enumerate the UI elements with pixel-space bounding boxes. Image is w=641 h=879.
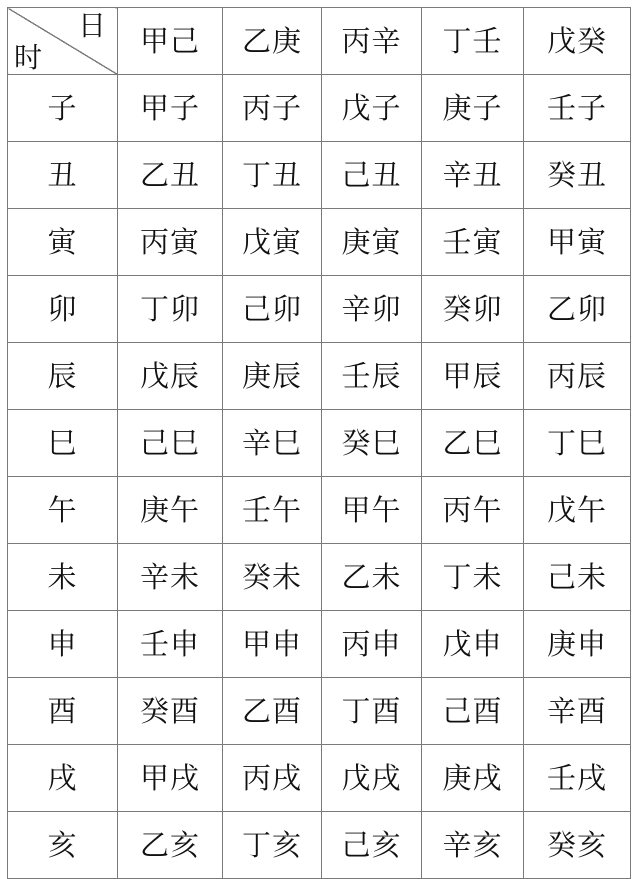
- table-row: [8, 142, 631, 209]
- table-row: [8, 276, 631, 343]
- hour-branch-cell: 申: [8, 611, 118, 678]
- table-cell: 庚子: [422, 75, 524, 142]
- table-cell: 丁卯: [118, 276, 223, 343]
- table-cell: 辛酉: [524, 678, 631, 745]
- day-header: 乙庚: [223, 8, 322, 75]
- table-cell: 戊辰: [118, 343, 223, 410]
- table-cell: 壬辰: [322, 343, 422, 410]
- day-header: 丁壬: [422, 8, 524, 75]
- table-row: [8, 410, 631, 477]
- table-cell: 癸卯: [422, 276, 524, 343]
- table-row: [8, 812, 631, 879]
- table-cell: 辛亥: [422, 812, 524, 879]
- table-cell: 丁未: [422, 544, 524, 611]
- day-header: 丙辛: [322, 8, 422, 75]
- table-cell: 甲寅: [524, 209, 631, 276]
- table-cell: 癸丑: [524, 142, 631, 209]
- table-cell: 乙巳: [422, 410, 524, 477]
- table-cell: 庚戌: [422, 745, 524, 812]
- table-row: [8, 343, 631, 410]
- table-cell: 甲子: [118, 75, 223, 142]
- table-cell: 乙酉: [223, 678, 322, 745]
- hour-branch-cell: 午: [8, 477, 118, 544]
- table-cell: 丙辰: [524, 343, 631, 410]
- table-cell: 乙亥: [118, 812, 223, 879]
- table-cell: 乙未: [322, 544, 422, 611]
- table-cell: 辛丑: [422, 142, 524, 209]
- table-cell: 甲辰: [422, 343, 524, 410]
- table-cell: 丙申: [322, 611, 422, 678]
- table-row: [8, 209, 631, 276]
- ganzhi-hour-table: [7, 7, 631, 879]
- table-cell: 乙丑: [118, 142, 223, 209]
- table-cell: 癸酉: [118, 678, 223, 745]
- table-cell: 壬子: [524, 75, 631, 142]
- table-cell: 丙子: [223, 75, 322, 142]
- table-cell: 庚辰: [223, 343, 322, 410]
- table-cell: 壬寅: [422, 209, 524, 276]
- table-row: [8, 75, 631, 142]
- hour-branch-cell: 卯: [8, 276, 118, 343]
- table-cell: 甲午: [322, 477, 422, 544]
- corner-day-label: 日: [77, 9, 107, 42]
- hour-branch-cell: 寅: [8, 209, 118, 276]
- hour-branch-cell: 戌: [8, 745, 118, 812]
- table-cell: 丁丑: [223, 142, 322, 209]
- hour-branch-cell: 丑: [8, 142, 118, 209]
- table-cell: 己酉: [422, 678, 524, 745]
- table-cell: 壬戌: [524, 745, 631, 812]
- table-cell: 庚申: [524, 611, 631, 678]
- table-cell: 甲戌: [118, 745, 223, 812]
- table-cell: 丙午: [422, 477, 524, 544]
- table-row: [8, 477, 631, 544]
- table-cell: 癸亥: [524, 812, 631, 879]
- table-cell: 丁酉: [322, 678, 422, 745]
- table-cell: 壬申: [118, 611, 223, 678]
- day-header: 甲己: [118, 8, 223, 75]
- table-cell: 戊寅: [223, 209, 322, 276]
- table-cell: 辛巳: [223, 410, 322, 477]
- table-row: [8, 544, 631, 611]
- table-cell: 己丑: [322, 142, 422, 209]
- hour-branch-cell: 子: [8, 75, 118, 142]
- table-cell: 己未: [524, 544, 631, 611]
- table-cell: 戊午: [524, 477, 631, 544]
- table-cell: 庚午: [118, 477, 223, 544]
- table-cell: 己卯: [223, 276, 322, 343]
- table-cell: 壬午: [223, 477, 322, 544]
- table-cell: 甲申: [223, 611, 322, 678]
- table-row: [8, 745, 631, 812]
- hour-branch-cell: 亥: [8, 812, 118, 879]
- hour-branch-cell: 未: [8, 544, 118, 611]
- table-cell: 丙戌: [223, 745, 322, 812]
- corner-hour-label: 时: [14, 41, 44, 74]
- table-cell: 辛未: [118, 544, 223, 611]
- hour-branch-cell: 酉: [8, 678, 118, 745]
- table-cell: 戊申: [422, 611, 524, 678]
- table-cell: 己巳: [118, 410, 223, 477]
- hour-branch-cell: 巳: [8, 410, 118, 477]
- table-row: [8, 678, 631, 745]
- table-cell: 戊子: [322, 75, 422, 142]
- table-cell: 丁亥: [223, 812, 322, 879]
- table-cell: 己亥: [322, 812, 422, 879]
- hour-branch-cell: 辰: [8, 343, 118, 410]
- table-cell: 癸未: [223, 544, 322, 611]
- table-cell: 丙寅: [118, 209, 223, 276]
- corner-cell: [8, 8, 118, 75]
- day-header: 戊癸: [524, 8, 631, 75]
- table-cell: 庚寅: [322, 209, 422, 276]
- table-cell: 戊戌: [322, 745, 422, 812]
- table-row: [8, 611, 631, 678]
- header-row: [8, 8, 631, 75]
- table-cell: 癸巳: [322, 410, 422, 477]
- table-cell: 丁巳: [524, 410, 631, 477]
- table-cell: 乙卯: [524, 276, 631, 343]
- table-cell: 辛卯: [322, 276, 422, 343]
